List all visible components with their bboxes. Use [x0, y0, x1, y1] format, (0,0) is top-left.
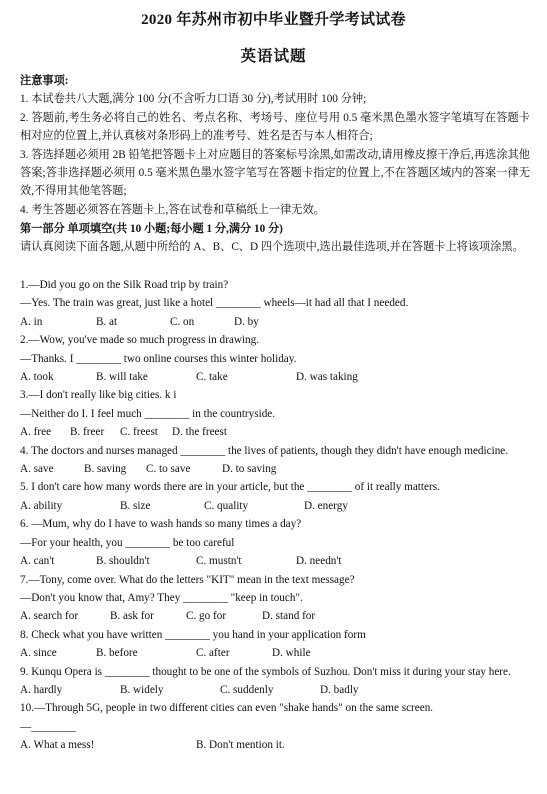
- option-d: D. was taking: [296, 371, 358, 384]
- question-stem: 5. I don't care how many words there are in your article, but the ________ of it really matters.: [20, 481, 440, 494]
- part1-heading: 第一部分 单项填空(共 10 小题;每小题 1 分,满分 10 分): [20, 223, 283, 235]
- notes-heading: 注意事项:: [20, 75, 69, 87]
- option-a: A. hardly: [20, 683, 63, 696]
- option-c: C. to save: [146, 463, 191, 476]
- question-6: [20, 515, 530, 570]
- question-stem: 3.—I don't really like big cities. k i: [20, 389, 177, 402]
- question-stem: 9. Kunqu Opera is ________ thought to be one of the symbols of Suzhou. Don't miss it during your stay here.: [20, 665, 511, 678]
- option-c: C. quality: [204, 499, 249, 512]
- question-options: [20, 681, 530, 699]
- option-c: C. freest: [120, 426, 158, 439]
- subject-title: 英语试题: [240, 48, 307, 65]
- question-1: [20, 276, 530, 331]
- question-stem: 6. —Mum, why do I have to wash hands so many times a day?: [20, 518, 302, 531]
- question-stem: 4. The doctors and nurses managed ________ the lives of patients, though they didn't have enough medicine.: [20, 444, 509, 457]
- question-stem: —________: [20, 720, 76, 733]
- question-options: [20, 607, 530, 625]
- question-9: [20, 663, 530, 700]
- question-stem: 1.—Did you go on the Silk Road trip by train?: [20, 279, 229, 291]
- option-b: B. shouldn't: [96, 555, 150, 568]
- option-c: C. go for: [186, 610, 227, 623]
- option-b: B. saving: [84, 463, 127, 476]
- question-stem: —Neither do I. I feel much ________ in the countryside.: [20, 407, 276, 420]
- question-stem: —Yes. The train was great, just like a hotel ________ wheels—it had all that I needed.: [20, 297, 409, 310]
- option-d: D. stand for: [262, 610, 316, 623]
- option-b: B. Don't mention it.: [196, 739, 285, 752]
- option-a: A. search for: [20, 610, 79, 623]
- option-a: A. since: [20, 647, 57, 660]
- notes-section: [20, 72, 530, 219]
- option-a: A. free: [20, 426, 52, 439]
- question-stem: 2.—Wow, you've made so much progress in drawing.: [20, 334, 260, 347]
- question-7: [20, 571, 530, 626]
- option-c: C. take: [196, 371, 228, 384]
- option-d: D. to saving: [222, 463, 277, 476]
- option-c: C. after: [196, 647, 230, 660]
- option-b: B. will take: [96, 371, 148, 384]
- question-stem: —Don't you know that, Amy? They ________ "keep in touch".: [20, 591, 303, 604]
- option-b: B. widely: [120, 683, 164, 696]
- option-a: A. save: [20, 463, 54, 476]
- question-stem: —Thanks. I ________ two online courses this winter holiday.: [20, 352, 297, 365]
- question-options: [20, 497, 530, 515]
- part1-instruction: 请认真阅读下面各题,从题中所给的 A、B、C、D 四个选项中,选出最佳选项,并在答题卡上将该项涂黑。: [20, 241, 524, 254]
- exam-title: 2020 年苏州市初中毕业暨升学考试试卷: [141, 12, 406, 28]
- question-3: [20, 386, 530, 441]
- question-options: [20, 460, 530, 478]
- question-5: [20, 478, 530, 515]
- option-d: D. by: [234, 315, 259, 328]
- note-item-3: 3. 答选择题必须用 2B 铅笔把答题卡上对应题目的答案标号涂黑,如需改动,请用橡皮擦干净后,再选涂其他答案;答非选择题必须用 0.5 毫米黑色墨水签字笔写在答题卡指定的位置上,不在答题区域内的答案一律无效,不得用其他笔答题;: [20, 148, 530, 198]
- option-d: D. the freest: [172, 426, 227, 439]
- question-stem: —For your health, you ________ be too careful: [20, 536, 235, 549]
- option-b: B. ask for: [110, 610, 154, 623]
- option-b: B. before: [96, 647, 138, 660]
- part1-section: [20, 220, 530, 257]
- option-b: B. at: [96, 315, 118, 328]
- option-b: B. size: [120, 499, 151, 512]
- question-options: [20, 368, 530, 386]
- option-d: D. energy: [304, 499, 348, 512]
- question-options: [20, 736, 530, 754]
- note-item-4: 4. 考生答题必须答在答题卡上,答在试卷和草稿纸上一律无效。: [20, 203, 325, 216]
- option-a: A. can't: [20, 555, 55, 568]
- question-list: [20, 276, 530, 755]
- option-d: D. while: [272, 647, 311, 660]
- question-options: [20, 313, 530, 331]
- option-d: D. needn't: [296, 555, 342, 568]
- question-10: [20, 699, 530, 754]
- question-stem: 8. Check what you have written ________ you hand in your application form: [20, 628, 366, 641]
- option-a: A. ability: [20, 499, 63, 512]
- question-stem: 7.—Tony, come over. What do the letters "KIT" mean in the text message?: [20, 573, 355, 586]
- question-options: [20, 644, 530, 662]
- option-c: C. suddenly: [220, 683, 274, 696]
- question-8: [20, 626, 530, 663]
- option-a: A. in: [20, 315, 43, 328]
- option-b: B. freer: [70, 426, 105, 439]
- option-a: A. What a mess!: [20, 739, 95, 752]
- option-d: D. badly: [320, 683, 359, 696]
- note-item-1: 1. 本试卷共八大题,满分 100 分(不含听力口语 30 分),考试用时 100 分钟;: [20, 93, 367, 106]
- question-4: [20, 442, 530, 479]
- option-a: A. took: [20, 371, 54, 384]
- question-2: [20, 331, 530, 386]
- note-item-2: 2. 答题前,考生务必将自己的姓名、考点名称、考场号、座位号用 0.5 毫米黑色墨水签字笔填写在答题卡相对应的位置上,并认真核对条形码上的准考号、姓名是否与本人相符合;: [20, 111, 530, 143]
- option-c: C. on: [170, 315, 195, 328]
- question-options: [20, 423, 530, 441]
- question-stem: 10.—Through 5G, people in two different cities can even "shake hands" on the same screen.: [20, 702, 434, 715]
- question-options: [20, 552, 530, 570]
- option-c: C. mustn't: [196, 555, 242, 568]
